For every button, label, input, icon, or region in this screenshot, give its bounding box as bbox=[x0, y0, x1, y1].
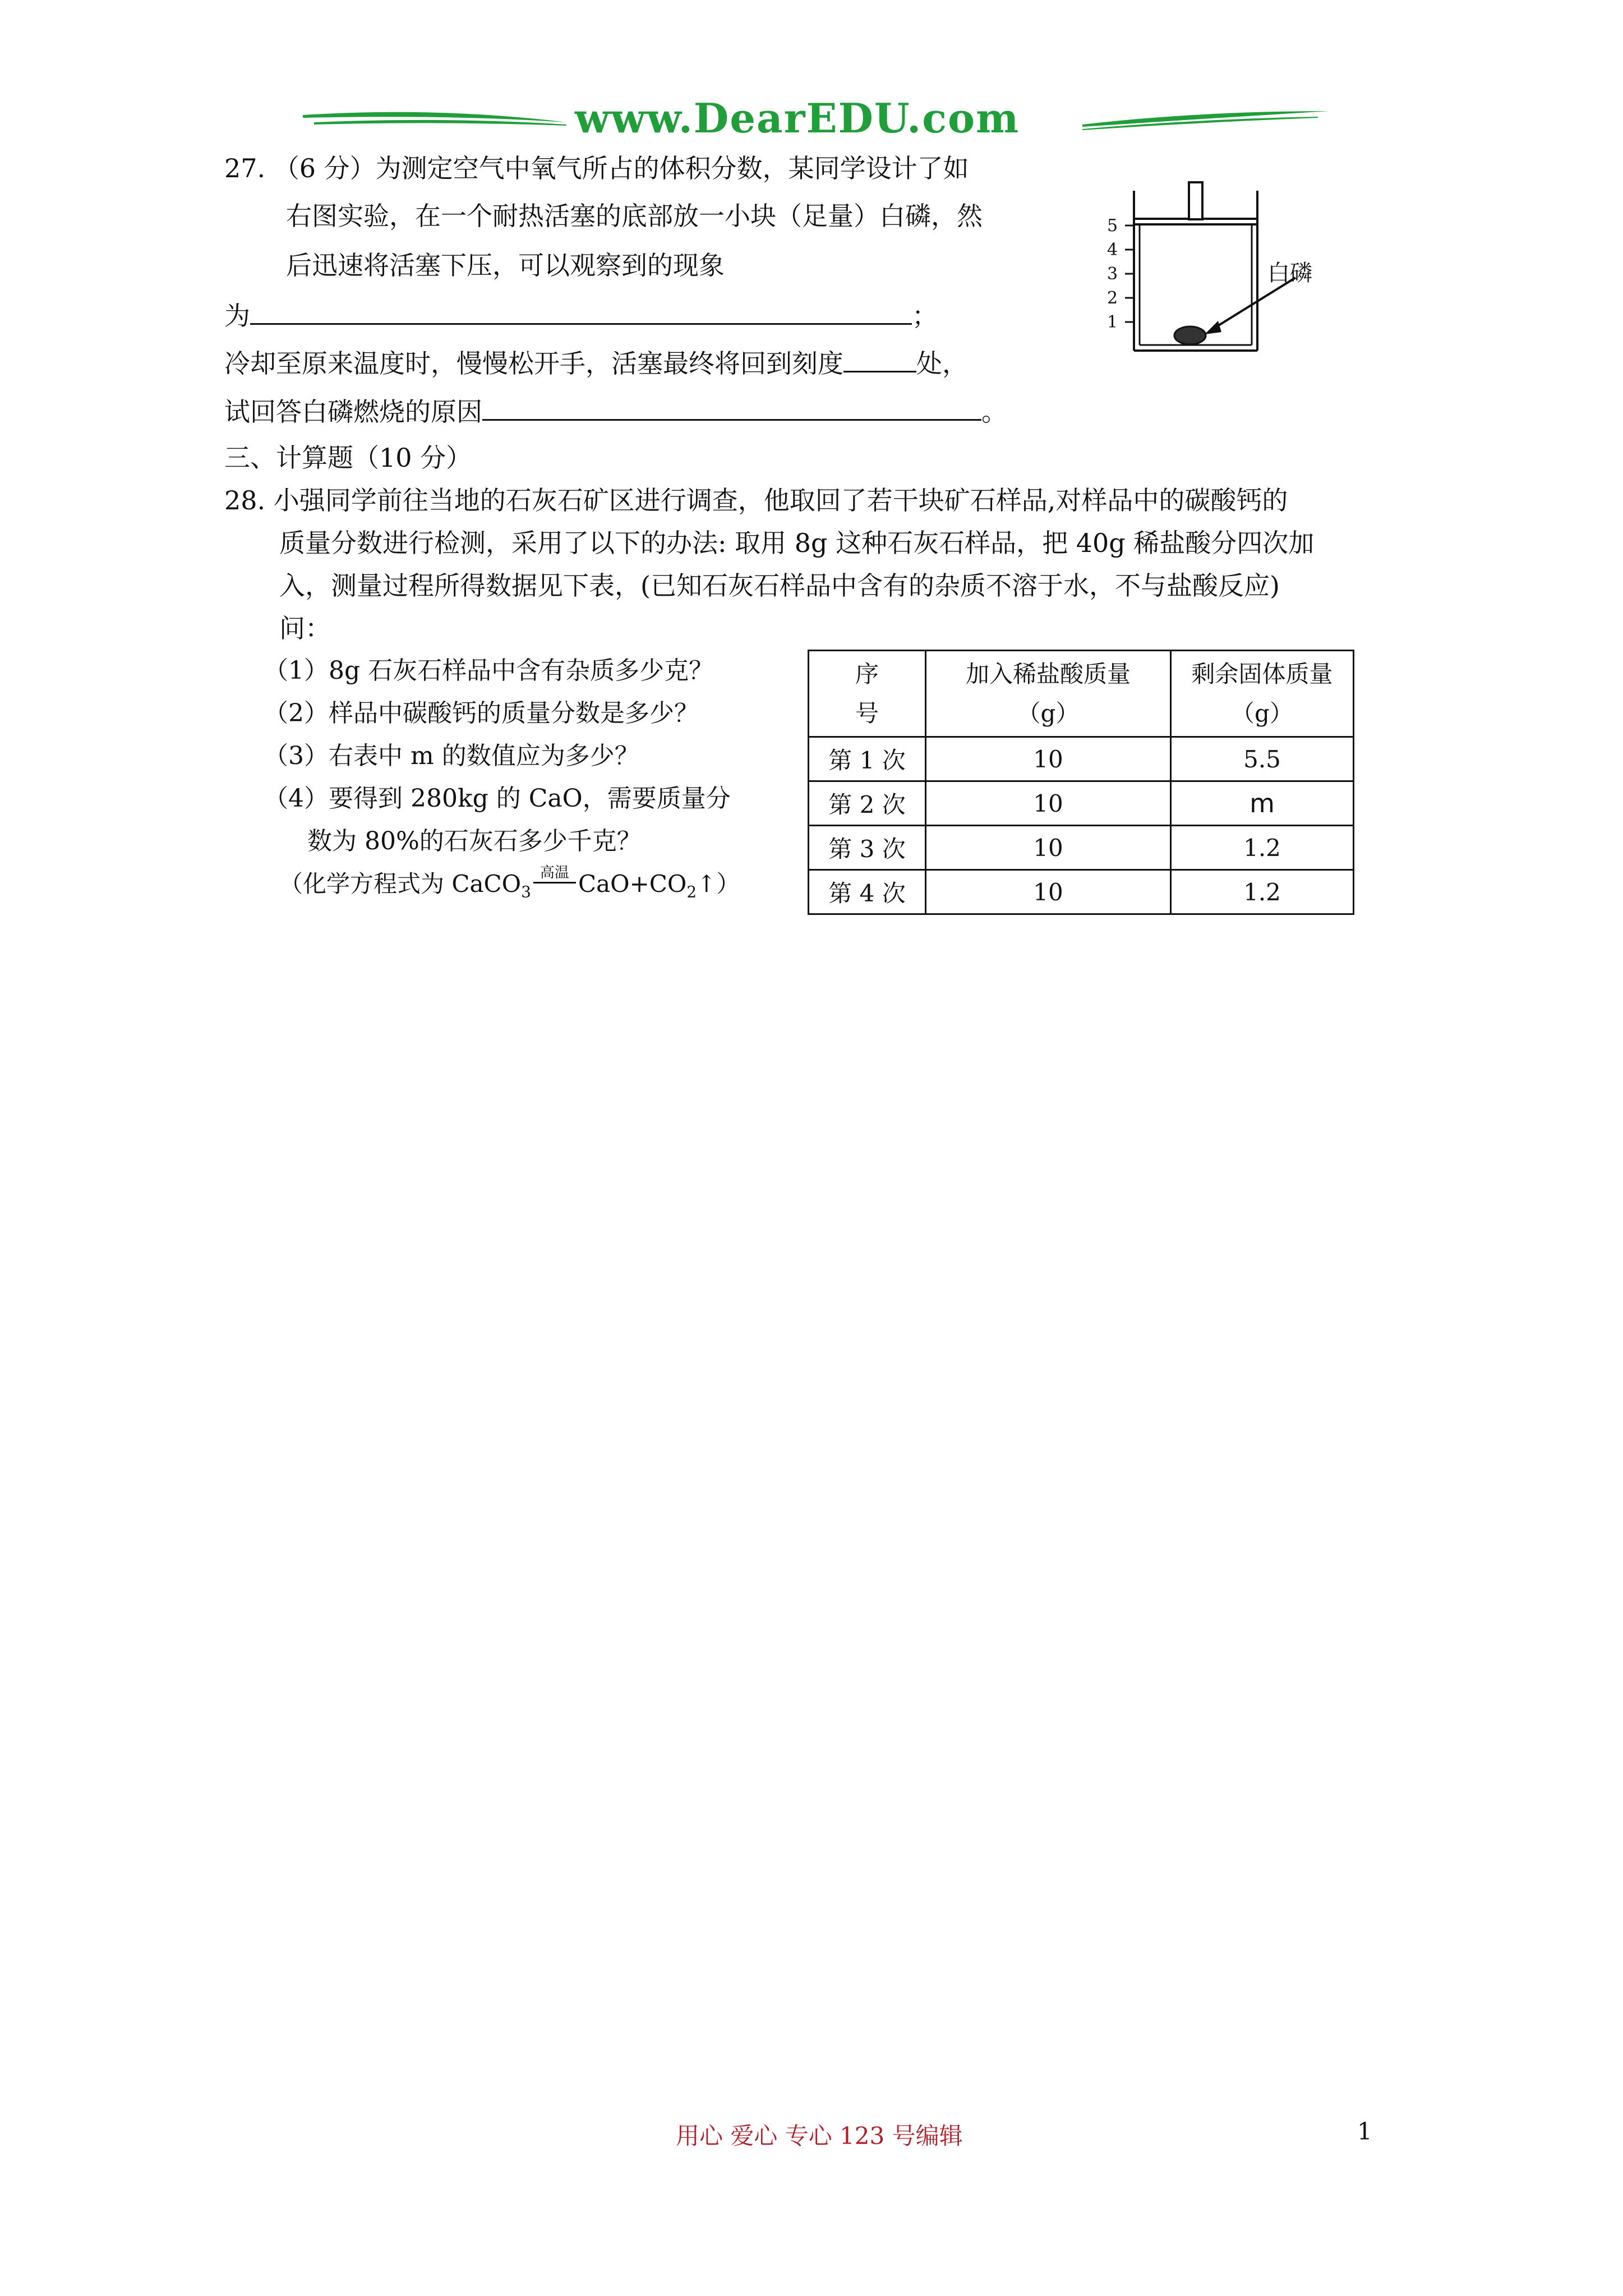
table-row bbox=[809, 870, 1354, 914]
table-cell: m bbox=[1171, 781, 1354, 826]
q27-line4-prefix: 为 bbox=[224, 301, 250, 331]
q28-subquestion-1: （1）8g 石灰石样品中含有杂质多少克？ bbox=[264, 656, 714, 685]
q27-line4-suffix: ； bbox=[912, 301, 938, 331]
table-cell: 第 3 次 bbox=[809, 826, 926, 870]
table-row bbox=[809, 737, 1354, 781]
q27-line6 bbox=[224, 394, 1007, 429]
q28-subquestion-4a: （4）要得到 280kg 的 CaO，需要质量分 bbox=[264, 784, 731, 813]
answer-blank-scale[interactable] bbox=[843, 346, 916, 372]
table-cell: 第 4 次 bbox=[809, 870, 926, 914]
white-phosphorus-sample bbox=[1174, 326, 1206, 344]
scale-label-5: 5 bbox=[1107, 216, 1118, 236]
chemical-equation: （化学方程式为 CaCO$_3$ 高温 $CaO+CO_2↑$） bbox=[279, 864, 740, 901]
table-row bbox=[809, 826, 1354, 870]
table-header: 序 号 bbox=[809, 651, 926, 737]
q28-subquestion-2: （2）样品中碳酸钙的质量分数是多少？ bbox=[264, 699, 699, 728]
table-cell: 第 1 次 bbox=[809, 737, 926, 781]
q28-line3: 入，测量过程所得数据见下表，(已知石灰石样品中含有的杂质不溶于水，不与盐酸反应) bbox=[279, 570, 1280, 601]
table-cell: 10 bbox=[926, 870, 1171, 914]
q28-line2: 质量分数进行检测，采用了以下的办法: 取用 8g 这种石灰石样品，把 40g 稀盐酸分四次加 bbox=[279, 528, 1315, 558]
q27-line5-prefix: 冷却至原来温度时，慢慢松开手，活塞最终将回到刻度 bbox=[224, 348, 843, 379]
table-cell: 5.5 bbox=[1171, 737, 1354, 781]
table-header: 剩余固体质量 （g） bbox=[1171, 651, 1354, 737]
data-table bbox=[808, 650, 1354, 915]
table-cell: 1.2 bbox=[1171, 870, 1354, 914]
q27-line2: 右图实验，在一个耐热活塞的底部放一小块（足量）白磷，然 bbox=[286, 201, 983, 231]
scale-label-4: 4 bbox=[1107, 240, 1118, 260]
reaction-condition: 高温 bbox=[531, 869, 578, 892]
scale-label-1: 1 bbox=[1107, 312, 1118, 332]
table-cell: 10 bbox=[926, 781, 1171, 826]
piston-apparatus-diagram bbox=[1099, 180, 1335, 359]
q27-line5-suffix: 处， bbox=[916, 348, 968, 379]
q28-line1: 28. 小强同学前往当地的石灰石矿区进行调查，他取回了若干块矿石样品,对样品中的碳酸钙的 bbox=[224, 485, 1288, 516]
footer-tagline: 用心 爱心 专心 123 号编辑 bbox=[676, 2122, 963, 2150]
header-brand: www.DearEDU.com bbox=[575, 94, 1020, 142]
scale-label-2: 2 bbox=[1107, 288, 1118, 308]
answer-blank-phenomenon[interactable] bbox=[250, 298, 912, 325]
q27-line6-suffix: 。 bbox=[981, 397, 1007, 427]
q28-subquestion-3: （3）右表中 m 的数值应为多少？ bbox=[264, 742, 639, 770]
table-header: 加入稀盐酸质量 （g） bbox=[926, 651, 1171, 737]
table-cell: 10 bbox=[926, 737, 1171, 781]
table-cell: 第 2 次 bbox=[809, 781, 926, 826]
table-cell: 10 bbox=[926, 826, 1171, 870]
q27-line4 bbox=[224, 298, 938, 333]
table-cell: 1.2 bbox=[1171, 826, 1354, 870]
q28-subquestion-4b: 数为 80%的石灰石多少千克？ bbox=[307, 827, 642, 855]
scale-label-3: 3 bbox=[1107, 264, 1118, 284]
page-number: 1 bbox=[1357, 2118, 1372, 2145]
section3-title: 三、计算题（10 分） bbox=[224, 443, 472, 473]
q27-line6-prefix: 试回答白磷燃烧的原因 bbox=[224, 397, 482, 427]
q27-line3: 后迅速将活塞下压，可以观察到的现象 bbox=[286, 250, 725, 280]
q27-line5 bbox=[224, 346, 968, 380]
table-row bbox=[809, 781, 1354, 826]
q27-line1: 27. （6 分）为测定空气中氧气所占的体积分数，某同学设计了如 bbox=[224, 153, 969, 183]
q28-line4: 问： bbox=[279, 613, 331, 643]
answer-blank-reason[interactable] bbox=[482, 394, 981, 421]
table-header-row bbox=[809, 651, 1354, 737]
white-phosphorus-label: 白磷 bbox=[1267, 260, 1312, 286]
